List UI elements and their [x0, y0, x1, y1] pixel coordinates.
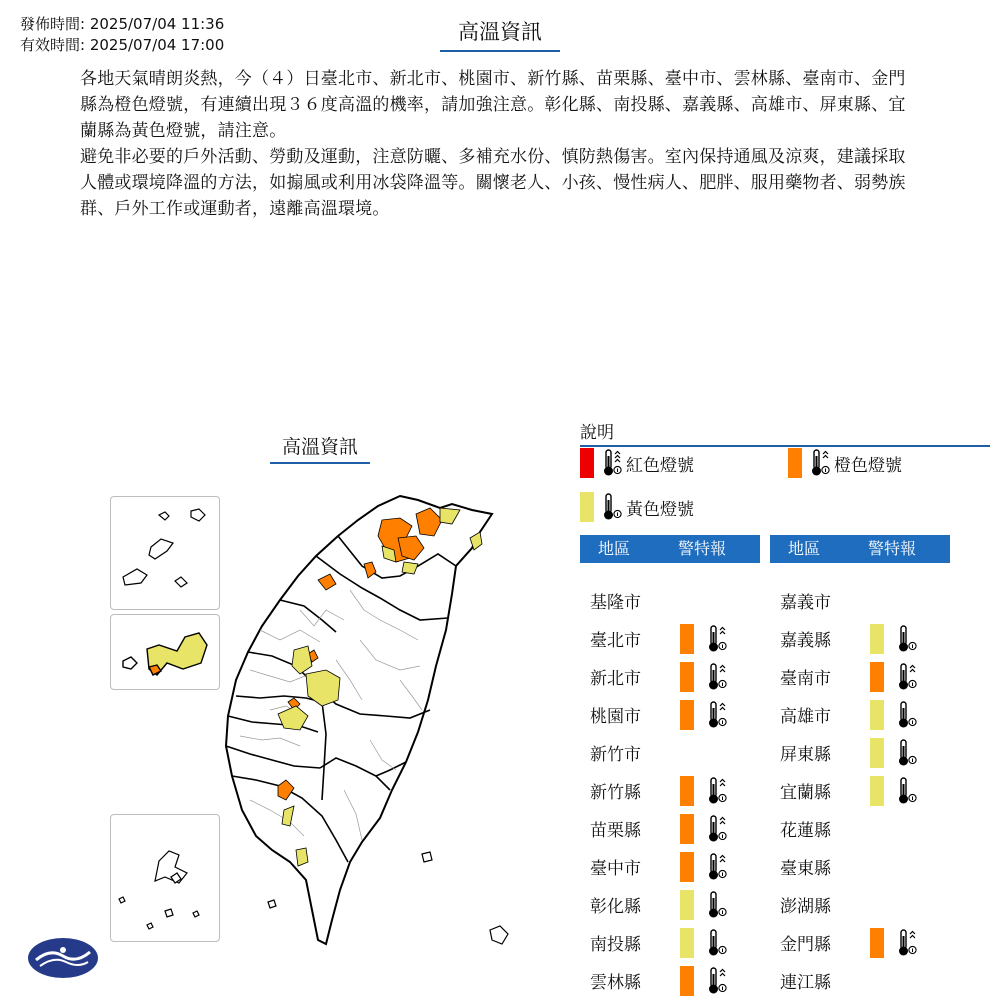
warning-swatch-yellow	[870, 738, 884, 768]
region-row	[780, 578, 960, 616]
region-name: 基隆市	[590, 593, 641, 613]
thermometer-icon	[894, 662, 920, 692]
description	[80, 66, 920, 222]
region-name: 澎湖縣	[780, 897, 831, 917]
thermometer-icon	[894, 700, 920, 730]
region-row	[780, 958, 960, 996]
region-row	[590, 730, 770, 768]
thermometer-icon	[704, 928, 730, 958]
region-row	[780, 730, 960, 768]
column-warning: 警特報	[678, 539, 727, 558]
region-name: 宜蘭縣	[780, 783, 831, 803]
region-name: 嘉義市	[780, 593, 831, 613]
warning-swatch-yellow	[680, 928, 694, 958]
column-region: 地區	[788, 539, 821, 558]
valid-time: 有效時間: 2025/07/04 17:00	[20, 36, 225, 54]
thermometer-icon	[894, 624, 920, 654]
red-swatch	[580, 448, 594, 478]
thermometer-icon	[894, 928, 920, 958]
region-row	[590, 692, 770, 730]
column-warning: 警特報	[868, 539, 917, 558]
issue-meta	[20, 14, 224, 56]
region-name: 臺東縣	[780, 859, 831, 879]
region-name: 新竹縣	[590, 783, 641, 803]
thermometer-icon	[704, 814, 730, 844]
region-row	[590, 654, 770, 692]
thermometer-icon	[704, 776, 730, 806]
region-row	[780, 806, 960, 844]
region-row	[780, 768, 960, 806]
thermometer-icon	[600, 492, 622, 522]
region-name: 新竹市	[590, 745, 641, 765]
lanyu-island	[490, 926, 508, 944]
warning-swatch-orange	[680, 966, 694, 996]
region-name: 屏東縣	[780, 745, 831, 765]
warning-swatch-orange	[680, 662, 694, 692]
region-row	[590, 882, 770, 920]
orange-swatch	[788, 448, 802, 478]
legend-red	[580, 448, 694, 478]
thermometer-icon	[704, 890, 730, 920]
region-name: 桃園市	[590, 707, 641, 727]
warning-swatch-orange	[680, 700, 694, 730]
description-paragraph-1: 各地天氣晴朗炎熱，今（４）日臺北市、新北市、桃園市、新竹縣、苗栗縣、臺中市、雲林縣、臺南市、金門縣為橙色燈號，有連續出現３６度高溫的機率，請加強注意。彰化縣、南投縣、嘉義縣、高雄市、屏東縣、宜蘭縣為黃色燈號，請注意。	[80, 69, 906, 141]
yellow-swatch	[580, 492, 594, 522]
warning-swatch-orange	[680, 852, 694, 882]
warning-swatch-orange	[870, 662, 884, 692]
region-name: 苗栗縣	[590, 821, 641, 841]
region-name: 南投縣	[590, 935, 641, 955]
region-name: 嘉義縣	[780, 631, 831, 651]
thermometer-icon	[894, 776, 920, 806]
legend-red-label: 紅色燈號	[626, 455, 694, 476]
region-row	[590, 958, 770, 996]
publish-time: 發佈時間: 2025/07/04 11:36	[20, 15, 225, 33]
region-row	[780, 882, 960, 920]
thermometer-icon	[704, 624, 730, 654]
legend-orange	[788, 448, 902, 478]
region-row	[590, 768, 770, 806]
region-row	[590, 920, 770, 958]
warning-swatch-yellow	[870, 700, 884, 730]
warning-swatch-yellow	[870, 776, 884, 806]
table-header-left	[580, 535, 760, 563]
thermometer-icon	[704, 700, 730, 730]
region-name: 高雄市	[780, 707, 831, 727]
thermometer-icon	[600, 448, 622, 478]
ludao-island	[422, 852, 432, 862]
region-name: 金門縣	[780, 935, 831, 955]
region-name: 新北市	[590, 669, 641, 689]
region-name: 彰化縣	[590, 897, 641, 917]
region-row	[780, 616, 960, 654]
map-title: 高溫資訊	[270, 432, 370, 464]
region-row	[780, 844, 960, 882]
region-row	[780, 920, 960, 958]
description-paragraph-2: 避免非必要的戶外活動、勞動及運動，注意防曬、多補充水份、慎防熱傷害。室內保持通風及涼爽，建議採取人體或環境降溫的方法，如搧風或利用冰袋降溫等。關懷老人、小孩、慢性病人、肥胖、服用藥物者、弱勢族群、戶外工作或運動者，遠離高溫環境。	[80, 147, 906, 219]
table-header-right	[770, 535, 950, 563]
region-name: 臺北市	[590, 631, 641, 651]
region-row	[590, 578, 770, 616]
warning-swatch-orange	[680, 814, 694, 844]
legend-yellow	[580, 492, 694, 522]
thermometer-icon	[808, 448, 830, 478]
region-row	[780, 692, 960, 730]
thermometer-icon	[704, 966, 730, 996]
region-name: 臺中市	[590, 859, 641, 879]
thermometer-icon	[704, 852, 730, 882]
warning-swatch-orange	[680, 776, 694, 806]
legend-yellow-label: 黃色燈號	[626, 499, 694, 520]
warning-swatch-yellow	[680, 890, 694, 920]
region-name: 臺南市	[780, 669, 831, 689]
column-region: 地區	[598, 539, 631, 558]
region-row	[780, 654, 960, 692]
thermometer-icon	[704, 662, 730, 692]
region-name: 雲林縣	[590, 973, 641, 993]
warning-swatch-orange	[870, 928, 884, 958]
legend-orange-label: 橙色燈號	[834, 455, 902, 476]
warning-swatch-yellow	[870, 624, 884, 654]
region-row	[590, 616, 770, 654]
warning-swatch-orange	[680, 624, 694, 654]
cwa-logo	[26, 936, 100, 980]
region-name: 連江縣	[780, 973, 831, 993]
xiaoliuqiu-island	[268, 900, 276, 908]
taiwan-map	[100, 470, 520, 970]
legend-title: 說明	[580, 418, 990, 447]
region-row	[590, 844, 770, 882]
thermometer-icon	[894, 738, 920, 768]
page-title: 高溫資訊	[440, 16, 560, 52]
region-name: 花蓮縣	[780, 821, 831, 841]
region-row	[590, 806, 770, 844]
